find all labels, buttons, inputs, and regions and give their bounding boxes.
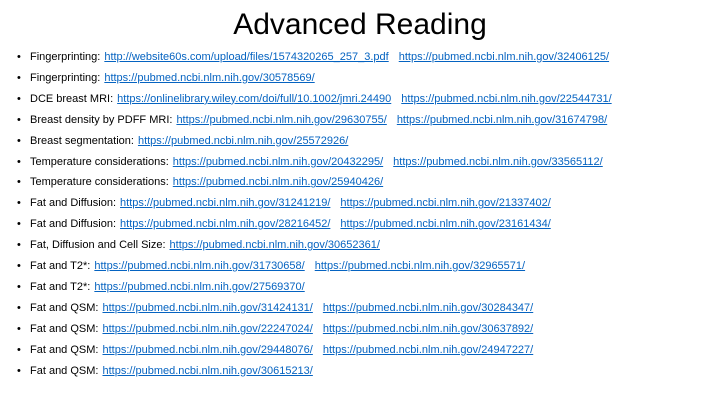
page-title: Advanced Reading — [233, 8, 487, 41]
item-label: Fat and QSM: — [30, 301, 99, 314]
list-item — [17, 193, 720, 214]
link[interactable]: https://pubmed.ncbi.nlm.nih.gov/24947227/ — [322, 343, 534, 356]
item-label: Fat and QSM: — [30, 364, 99, 377]
link[interactable]: https://pubmed.ncbi.nlm.nih.gov/31241219/ — [120, 197, 331, 210]
list-item — [17, 319, 720, 340]
item-label: Fingerprinting: — [30, 71, 101, 84]
item-label: Temperature considerations: — [30, 176, 169, 189]
link[interactable]: https://pubmed.ncbi.nlm.nih.gov/30578569/ — [104, 71, 315, 84]
link[interactable]: https://pubmed.ncbi.nlm.nih.gov/31424131/ — [102, 301, 313, 314]
reading-list — [0, 47, 720, 382]
bullet-icon: • — [17, 134, 21, 147]
link[interactable]: https://pubmed.ncbi.nlm.nih.gov/31674798/ — [396, 113, 608, 126]
item-label: Fat and Diffusion: — [30, 197, 117, 210]
item-label: Fat and T2*: — [30, 280, 91, 293]
bullet-icon: • — [17, 280, 21, 293]
bullet-icon: • — [17, 113, 21, 126]
bullet-icon: • — [17, 218, 21, 231]
item-label: Breast density by PDFF MRI: — [30, 113, 173, 126]
bullet-icon: • — [17, 239, 21, 252]
list-item — [17, 152, 720, 173]
bullet-icon: • — [17, 71, 21, 84]
link[interactable]: https://pubmed.ncbi.nlm.nih.gov/30652361/ — [169, 239, 380, 252]
item-label: Fat and T2*: — [30, 260, 91, 273]
bullet-icon: • — [17, 301, 21, 314]
list-item — [17, 131, 720, 152]
list-item — [17, 172, 720, 193]
item-label: Breast segmentation: — [30, 134, 134, 147]
link[interactable]: https://pubmed.ncbi.nlm.nih.gov/30615213/ — [102, 364, 313, 377]
item-label: Fat and QSM: — [30, 343, 99, 356]
bullet-icon: • — [17, 176, 21, 189]
link[interactable]: https://pubmed.ncbi.nlm.nih.gov/32406125/ — [398, 51, 610, 63]
link[interactable]: https://pubmed.ncbi.nlm.nih.gov/33565112/ — [393, 155, 603, 168]
link[interactable]: https://pubmed.ncbi.nlm.nih.gov/28216452/ — [120, 218, 331, 231]
item-label: Fat and Diffusion: — [30, 218, 117, 231]
link[interactable]: https://pubmed.ncbi.nlm.nih.gov/29630755/ — [176, 113, 387, 126]
bullet-icon: • — [17, 155, 21, 168]
list-item — [17, 235, 720, 256]
link[interactable]: https://pubmed.ncbi.nlm.nih.gov/25940426/ — [172, 176, 384, 189]
list-item — [17, 68, 720, 89]
list-item — [17, 256, 720, 277]
item-label: DCE breast MRI: — [30, 92, 114, 105]
bullet-icon: • — [17, 197, 21, 210]
link[interactable]: https://pubmed.ncbi.nlm.nih.gov/25572926/ — [137, 134, 349, 147]
link[interactable]: https://pubmed.ncbi.nlm.nih.gov/20432295/ — [172, 155, 384, 168]
bullet-icon: • — [17, 260, 21, 273]
bullet-icon: • — [17, 51, 21, 63]
list-item — [17, 47, 720, 68]
list-item — [17, 277, 720, 298]
list-item — [17, 361, 720, 382]
link[interactable]: https://pubmed.ncbi.nlm.nih.gov/30284347/ — [322, 301, 534, 314]
link[interactable]: https://pubmed.ncbi.nlm.nih.gov/21337402/ — [340, 197, 551, 210]
bullet-icon: • — [17, 92, 21, 105]
link[interactable]: https://pubmed.ncbi.nlm.nih.gov/27569370/ — [94, 280, 305, 293]
link[interactable]: https://onlinelibrary.wiley.com/doi/full/10.1002/jmri.24490 — [117, 92, 392, 105]
link[interactable]: https://pubmed.ncbi.nlm.nih.gov/30637892/ — [322, 322, 534, 335]
bullet-icon: • — [17, 364, 21, 377]
link[interactable]: https://pubmed.ncbi.nlm.nih.gov/29448076/ — [102, 343, 313, 356]
link[interactable]: https://pubmed.ncbi.nlm.nih.gov/22247024/ — [102, 322, 313, 335]
list-item — [17, 298, 720, 319]
item-label: Fat and QSM: — [30, 322, 99, 335]
list-item — [17, 110, 720, 131]
link[interactable]: https://pubmed.ncbi.nlm.nih.gov/32965571/ — [314, 260, 526, 273]
bullet-icon: • — [17, 322, 21, 335]
list-item — [17, 214, 720, 235]
bullet-icon: • — [17, 343, 21, 356]
link[interactable]: https://pubmed.ncbi.nlm.nih.gov/22544731/ — [401, 92, 612, 105]
link[interactable]: https://pubmed.ncbi.nlm.nih.gov/31730658/ — [94, 260, 305, 273]
item-label: Fingerprinting: — [30, 51, 101, 63]
link[interactable]: http://website60s.com/upload/files/1574320265_257_3.pdf — [104, 51, 389, 63]
item-label: Fat, Diffusion and Cell Size: — [30, 239, 166, 252]
list-item — [17, 340, 720, 361]
list-item — [17, 89, 720, 110]
link[interactable]: https://pubmed.ncbi.nlm.nih.gov/23161434/ — [340, 218, 551, 231]
item-label: Temperature considerations: — [30, 155, 169, 168]
